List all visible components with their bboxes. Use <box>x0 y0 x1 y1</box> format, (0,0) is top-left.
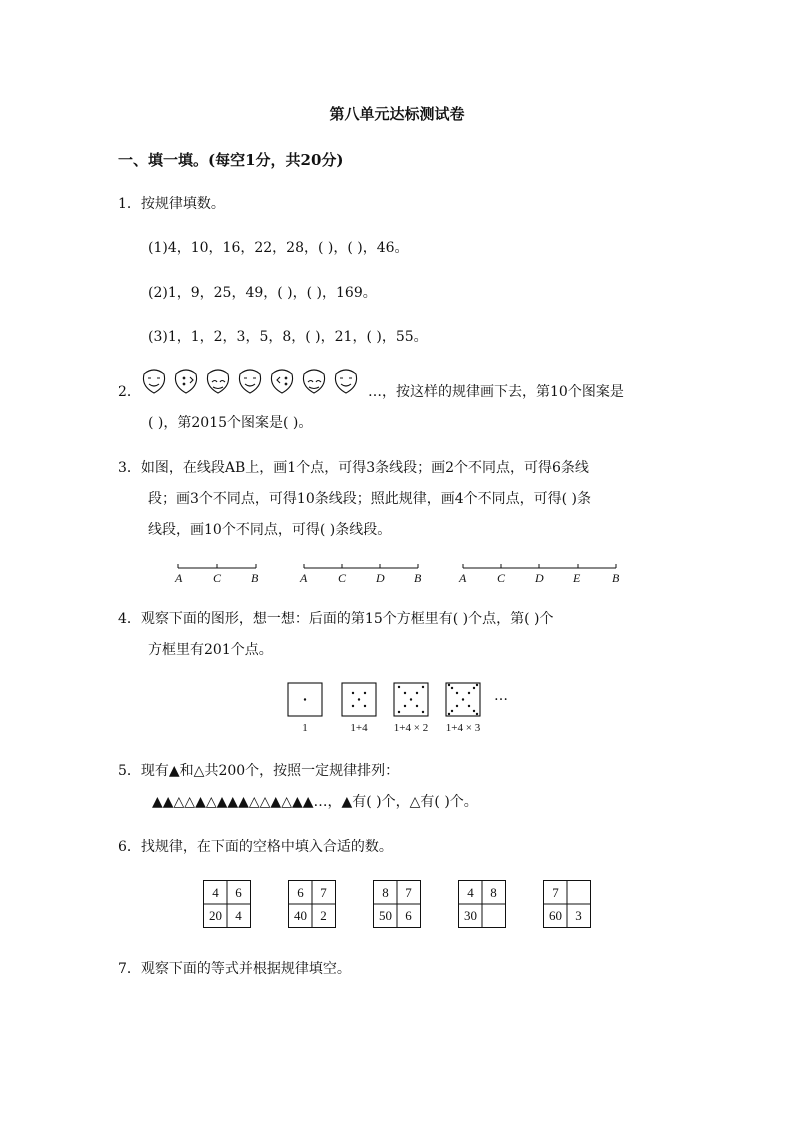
dot-boxes <box>286 682 486 718</box>
grid-cell: 6 <box>405 908 412 923</box>
grid-cell: 4 <box>235 908 242 923</box>
segment-label: A <box>459 571 467 585</box>
q5-line-1: 5．现有▲和△共200个，按照一定规律排列： <box>118 763 400 779</box>
q3-line-3: 线段，画10个不同点，可得( )条线段。 <box>148 522 392 538</box>
grid-cell: 3 <box>575 908 582 923</box>
segment-label: A <box>175 571 183 585</box>
number-grid <box>543 880 591 928</box>
grid-cell: 60 <box>549 908 562 923</box>
grid-cell <box>567 881 590 904</box>
q6-stem: 6．找规律，在下面的空格中填入合适的数。 <box>118 839 393 855</box>
number-grid <box>203 880 251 928</box>
grid-cell: 8 <box>382 885 389 900</box>
section-heading: 一、填一填。(每空1分，共20分) <box>118 151 344 169</box>
q3-line-2: 段；画3个不同点，可得10条线段；照此规律，画4个不同点，可得( )条 <box>148 491 592 507</box>
face-pattern-icon <box>140 366 370 396</box>
segment-label: B <box>251 571 259 585</box>
grid-cell: 40 <box>294 908 307 923</box>
page-title: 第八单元达标测试卷 <box>329 105 465 123</box>
q4-ellipsis: … <box>494 688 508 704</box>
segment-label: D <box>376 571 385 585</box>
segment-label: E <box>573 571 581 585</box>
q1-sequence-2: (2)1，9，25，49，( )，( )，169。 <box>148 285 377 301</box>
q4-line-2: 方框里有201个点。 <box>148 642 273 658</box>
segment-label: B <box>612 571 620 585</box>
grid-cell: 6 <box>235 885 242 900</box>
segment-label: B <box>414 571 422 585</box>
dot-box-caption: 1+4 × 3 <box>445 722 481 734</box>
dot-box-caption: 1+4 <box>350 722 368 734</box>
q7-stem: 7．观察下面的等式并根据规律填空。 <box>118 961 351 977</box>
grid-cell: 2 <box>320 908 327 923</box>
grid-cell: 6 <box>297 885 304 900</box>
grid-cell: 4 <box>212 885 219 900</box>
segment-diagrams <box>170 560 630 572</box>
grid-cell: 8 <box>490 885 497 900</box>
grid-cell <box>482 904 505 927</box>
segment-label: C <box>213 571 222 585</box>
grid-cell: 7 <box>320 885 327 900</box>
grid-cell: 20 <box>209 908 222 923</box>
dot-box-caption: 1+4 × 2 <box>393 722 429 734</box>
grid-cell: 4 <box>467 885 474 900</box>
dot-box-caption: 1 <box>302 722 308 734</box>
segment-label: D <box>535 571 544 585</box>
grid-cell: 7 <box>552 885 559 900</box>
grid-cell: 7 <box>405 885 412 900</box>
segment-label: C <box>338 571 347 585</box>
segment-label: C <box>497 571 506 585</box>
q1-sequence-1: (1)4，10，16，22，28，( )，( )，46。 <box>148 240 409 256</box>
number-grid <box>458 880 506 928</box>
q3-line-1: 3．如图，在线段AB上，画1个点，可得3条线段；画2个不同点，可得6条线 <box>118 460 589 476</box>
number-grid <box>373 880 421 928</box>
segment-label: A <box>300 571 308 585</box>
q5-line-2: ▲▲△△▲△▲▲▲△△▲△▲▲…，▲有( )个，△有( )个。 <box>152 794 478 810</box>
q1-stem: 1．按规律填数。 <box>118 196 225 212</box>
q4-line-1: 4．观察下面的图形，想一想：后面的第15个方框里有( )个点，第( )个 <box>118 611 554 627</box>
q2-number: 2． <box>118 384 141 400</box>
q1-sequence-3: (3)1，1，2，3，5，8，( )，21，( )，55。 <box>148 329 428 345</box>
number-grid <box>288 880 336 928</box>
q2-line-1: …，按这样的规律画下去，第10个图案是 <box>368 384 624 400</box>
grid-cell: 30 <box>464 908 477 923</box>
grid-cell: 50 <box>379 908 392 923</box>
q2-line-2: ( )，第2015个图案是( )。 <box>148 415 313 431</box>
